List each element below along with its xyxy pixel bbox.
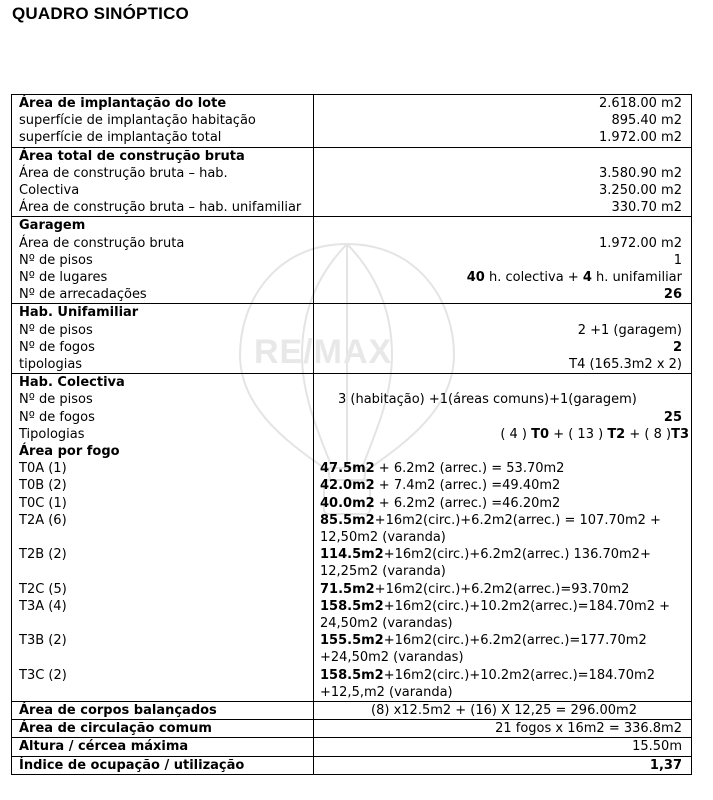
- row-value: 3.250.00 m2: [599, 183, 682, 198]
- row-label: Nº de pisos: [19, 322, 93, 338]
- tip-t2: T2: [607, 426, 626, 442]
- construcao-values: [314, 147, 692, 217]
- table-row: [12, 720, 692, 738]
- fogo-label: T2B (2): [19, 547, 67, 563]
- row-label: Área de construção bruta: [19, 235, 185, 251]
- tip-count-t3: + ( 8 ): [625, 426, 672, 442]
- row-label: Área de circulação comum: [12, 720, 314, 738]
- spacer: [321, 217, 682, 234]
- row-label: Tipologias: [19, 426, 85, 442]
- row-label: Área de construção bruta – hab.: [19, 165, 228, 181]
- unifamiliar-labels: [12, 304, 314, 374]
- table-row: [12, 701, 692, 719]
- lugares-colectiva-text: h. colectiva +: [484, 270, 583, 286]
- lugares-colectiva-count: 40: [466, 270, 485, 286]
- tipologias-value: [320, 426, 689, 443]
- row-value: 1: [673, 252, 682, 268]
- fogo-label: T2A (6): [19, 512, 67, 528]
- row-label: Nº de arrecadações: [19, 287, 147, 303]
- row-value: 2 +1 (garagem): [577, 322, 682, 338]
- row-value: (8) x12.5m2 + (16) X 12,25 = 296.00m2: [314, 701, 692, 719]
- row-label: Nº de fogos: [19, 339, 95, 355]
- spacer: [321, 148, 682, 165]
- row-value: 3 (habitação) +1(áreas comuns)+1(garagem): [338, 392, 637, 408]
- row-label: Área de corpos balançados: [12, 701, 314, 719]
- row-value: 1.972.00 m2: [599, 235, 682, 251]
- tip-t0: T0: [531, 426, 550, 442]
- row-value: 25: [663, 409, 682, 425]
- spacer: [321, 304, 682, 321]
- watermark-text: RE/MAX: [254, 333, 393, 371]
- table-row: [12, 374, 692, 702]
- garagem-values: [314, 217, 692, 304]
- row-label: Área de construção bruta – hab. unifamiliar: [19, 200, 302, 216]
- row-label: tipologias: [19, 357, 83, 373]
- colectiva-values: [314, 374, 692, 702]
- colectiva-labels: [12, 374, 314, 702]
- lugares-unifamiliar-text: h. unifamiliar: [591, 270, 682, 286]
- fogo-value: 114.5m2+16m2(circ.)+6.2m2(arrec.) 136.70m2+ 12,25m2 (varanda): [320, 547, 651, 580]
- row-value: 1.972.00 m2: [599, 130, 682, 146]
- lote-values: [314, 95, 692, 148]
- row-value: 1,37: [314, 756, 692, 774]
- tip-t3: T3: [671, 426, 689, 442]
- row-value: 15.50m: [314, 738, 692, 756]
- fogo-value: 158.5m2+16m2(circ.)+10.2m2(arrec.)=184.70m2 +12,5,m2 (varanda): [320, 667, 655, 700]
- table-row: [12, 95, 692, 148]
- row-label: Nº de fogos: [19, 409, 95, 425]
- unifamiliar-values: [314, 304, 692, 374]
- row-value: 26: [663, 287, 682, 303]
- row-value: 330.70 m2: [611, 200, 682, 216]
- lugares-value: [321, 269, 682, 286]
- fogo-label: T3A (4): [19, 598, 67, 614]
- fogo-value: 85.5m2+16m2(circ.)+6.2m2(arrec.) = 107.70m2 + 12,50m2 (varanda): [320, 512, 661, 545]
- row-value: 3.580.90 m2: [599, 165, 682, 181]
- table-row: [12, 304, 692, 374]
- lote-labels: [12, 95, 314, 148]
- fogo-value: 71.5m2+16m2(circ.)+6.2m2(arrec.)=93.70m2: [320, 581, 630, 597]
- summary-table: [11, 94, 692, 775]
- table-row: [12, 147, 692, 217]
- table-row: [12, 738, 692, 756]
- row-value: 2.618.00 m2: [599, 96, 682, 111]
- table-row: [12, 756, 692, 774]
- lugares-unifamiliar-count: 4: [582, 270, 592, 286]
- table-row: [12, 217, 692, 304]
- tip-count-t2: + ( 13 ): [549, 426, 608, 442]
- section-header: Área total de construção bruta: [19, 148, 245, 164]
- construcao-labels: [12, 147, 314, 217]
- row-label: Índice de ocupação / utilização: [12, 756, 314, 774]
- section-header: Hab. Colectiva: [19, 375, 125, 391]
- tip-count-t0: ( 4 ): [500, 426, 532, 442]
- fogo-label: T3C (2): [19, 667, 67, 683]
- row-label: Nº de pisos: [19, 392, 93, 408]
- section-header: Área de implantação do lote: [19, 96, 227, 111]
- spacer: [320, 443, 689, 460]
- section-header: Garagem: [19, 218, 86, 234]
- row-label: Nº de lugares: [19, 270, 108, 286]
- section-header: Hab. Unifamiliar: [19, 305, 139, 321]
- row-value: 2: [672, 339, 682, 355]
- row-value: 895.40 m2: [611, 113, 682, 129]
- row-value: 21 fogos x 16m2 = 336.8m2: [314, 720, 692, 738]
- fogo-value: 158.5m2+16m2(circ.)+10.2m2(arrec.)=184.70m2 + 24,50m2 (varandas): [320, 598, 671, 631]
- section-subheader: Área por fogo: [19, 444, 120, 460]
- fogo-label: T0B (2): [19, 478, 67, 494]
- page-title: QUADRO SINÓPTICO: [12, 4, 189, 23]
- row-label: superfície de implantação total: [19, 130, 222, 146]
- fogo-value: 42.0m2 + 7.4m2 (arrec.) =49.40m2: [320, 478, 561, 494]
- fogo-label: T3B (2): [19, 633, 67, 649]
- garagem-labels: [12, 217, 314, 304]
- row-label: Nº de pisos: [19, 252, 93, 268]
- row-label: Colectiva: [19, 183, 80, 199]
- row-label: superfície de implantação habitação: [19, 113, 256, 129]
- fogo-value: 155.5m2+16m2(circ.)+6.2m2(arrec.)=177.70m2 +24,50m2 (varandas): [320, 633, 647, 666]
- spacer: [320, 374, 689, 391]
- row-value: T4 (165.3m2 x 2): [569, 357, 682, 373]
- fogo-value: 47.5m2 + 6.2m2 (arrec.) = 53.70m2: [320, 461, 565, 477]
- fogo-label: T0C (1): [19, 495, 67, 511]
- fogo-label: T0A (1): [19, 461, 67, 477]
- fogo-value: 40.0m2 + 6.2m2 (arrec.) =46.20m2: [320, 495, 561, 511]
- row-label: Altura / cércea máxima: [12, 738, 314, 756]
- fogo-label: T2C (5): [19, 581, 67, 597]
